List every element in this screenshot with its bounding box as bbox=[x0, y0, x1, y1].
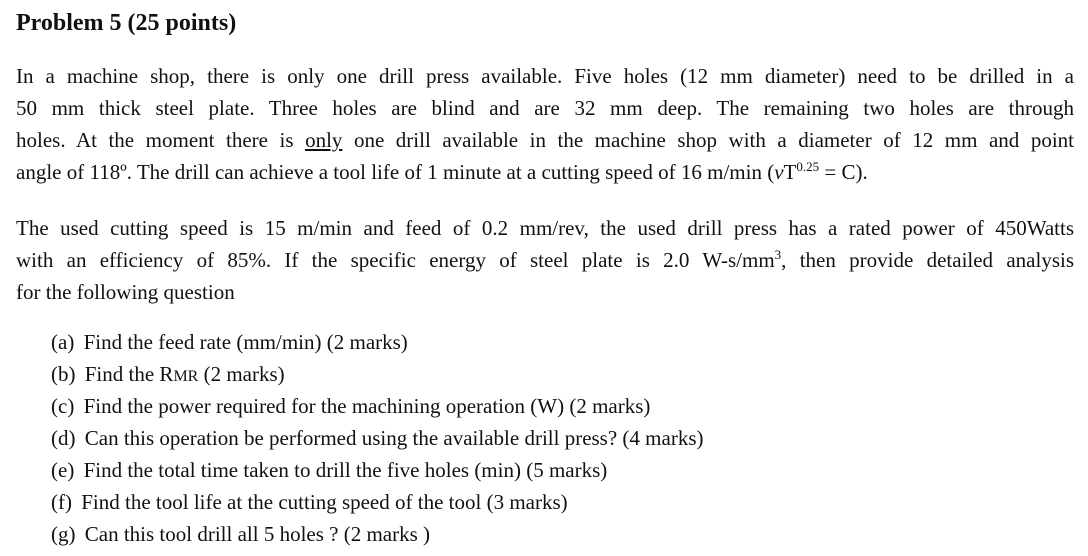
problem-description-paragraph bbox=[16, 60, 1074, 188]
question-item-b bbox=[51, 358, 703, 390]
question-list bbox=[51, 326, 703, 550]
question-item-e bbox=[51, 454, 703, 486]
question-item-d bbox=[51, 422, 703, 454]
question-text: Find the power required for the machining operation (W) (2 marks) bbox=[83, 394, 651, 418]
paragraph1-line4-end: = C). bbox=[819, 160, 868, 184]
question-letter: (f) bbox=[51, 490, 72, 514]
paragraph1-line2: 50 mm thick steel plate. Three holes are blind and are 32 mm deep. The remaining two holes are through bbox=[16, 96, 1074, 120]
paragraph1-line3-start: holes. At the moment there is bbox=[16, 128, 294, 152]
variable-T: T bbox=[783, 160, 797, 184]
paragraph1-line3-end: one drill available in the machine shop with a diameter of 12 mm and point bbox=[353, 128, 1075, 152]
question-letter: (e) bbox=[51, 458, 75, 482]
paragraph2-line2 bbox=[16, 244, 1074, 276]
question-letter: (c) bbox=[51, 394, 75, 418]
cubic-superscript: 3 bbox=[774, 247, 782, 262]
question-text: Find the tool life at the cutting speed of the tool (3 marks) bbox=[81, 490, 568, 514]
question-text: Find the total time taken to drill the five holes (min) (5 marks) bbox=[83, 458, 608, 482]
question-item-c bbox=[51, 390, 703, 422]
paragraph2-line2-start: with an efficiency of 85%. If the specific energy of steel plate is 2.0 W-s/mm bbox=[16, 248, 775, 272]
variable-v: v bbox=[774, 160, 784, 184]
paragraph1-line1: In a machine shop, there is only one drill press available. Five holes (12 mm diameter) need to be drilled in a bbox=[16, 64, 1074, 88]
question-text-end: (2 marks) bbox=[198, 362, 285, 386]
question-text: Find the feed rate (mm/min) (2 marks) bbox=[83, 330, 408, 354]
question-text-start: Find the R bbox=[84, 362, 174, 386]
paragraph2-line1: The used cutting speed is 15 m/min and feed of 0.2 mm/rev, the used drill press has a rated power of 450Watts bbox=[16, 216, 1074, 240]
paragraph2-line2-end: , then provide detailed analysis bbox=[781, 248, 1074, 272]
problem-title: Problem 5 (25 points) bbox=[16, 10, 237, 36]
underlined-word-only: only bbox=[305, 128, 343, 152]
paragraph2-line3: for the following question bbox=[16, 280, 235, 304]
question-item-a bbox=[51, 326, 703, 358]
question-item-f bbox=[51, 486, 703, 518]
paragraph1-line3 bbox=[16, 124, 1074, 156]
question-letter: (d) bbox=[51, 426, 76, 450]
question-letter: (g) bbox=[51, 522, 76, 546]
question-text-smallcaps: MR bbox=[173, 368, 199, 385]
tool-life-exponent: 0.25 bbox=[796, 159, 820, 174]
question-text: Can this tool drill all 5 holes ? (2 marks ) bbox=[84, 522, 431, 546]
paragraph1-line4 bbox=[16, 156, 1074, 188]
question-letter: (a) bbox=[51, 330, 75, 354]
question-letter: (b) bbox=[51, 362, 76, 386]
question-item-g bbox=[51, 518, 703, 550]
question-text: Can this operation be performed using the available drill press? (4 marks) bbox=[84, 426, 704, 450]
paragraph1-line4-start: angle of 118º. The drill can achieve a tool life of 1 minute at a cutting speed of 16 m/min ( bbox=[16, 160, 775, 184]
cutting-conditions-paragraph bbox=[16, 212, 1074, 308]
